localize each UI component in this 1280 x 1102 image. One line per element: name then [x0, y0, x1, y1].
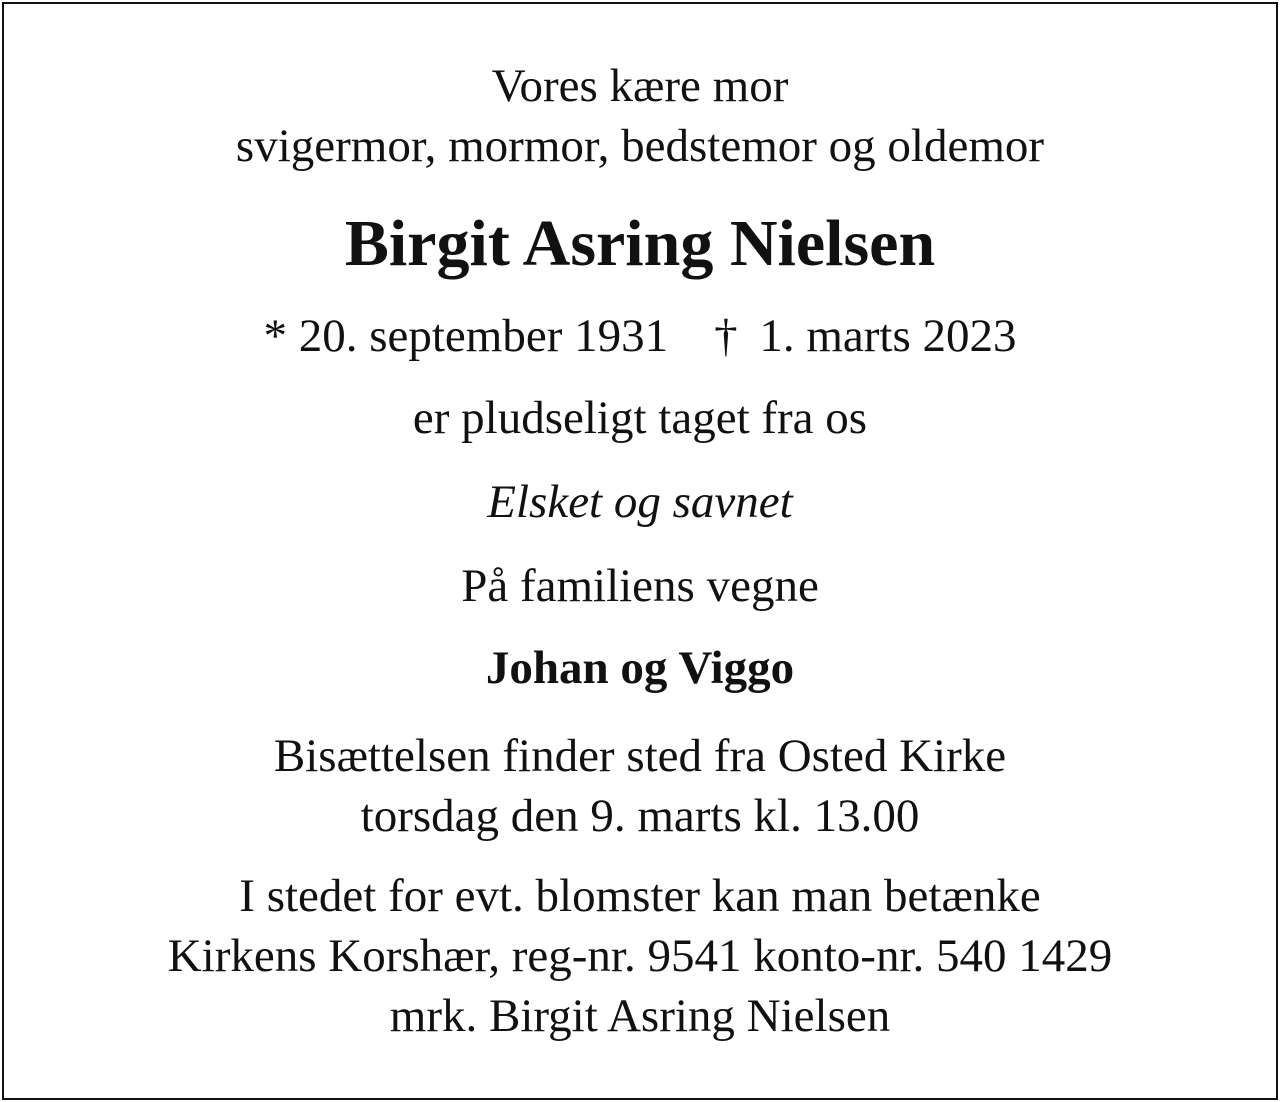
donation-line-2: Kirkens Korshær, reg-nr. 9541 konto-nr. 540 1429 [167, 930, 1113, 982]
donation-info [0, 866, 1280, 1046]
ceremony-line-2: torsdag den 9. marts kl. 13.00 [360, 790, 920, 842]
deceased-name: Birgit Asring Nielsen [344, 207, 936, 280]
ceremony-line-1: Bisættelsen finder sted fra Osted Kirke [273, 730, 1007, 782]
intro-line-2: svigermor, mormor, bedstemor og oldemor [235, 120, 1045, 172]
life-dates [0, 306, 1280, 366]
death-date: 1. marts 2023 [759, 310, 1017, 362]
donation-line-3: mrk. Birgit Asring Nielsen [389, 990, 891, 1042]
birth-symbol: * [263, 310, 287, 362]
intro-line-1: Vores kære mor [491, 60, 789, 112]
birth-date: 20. september 1931 [298, 310, 669, 362]
donation-line-1: I stedet for evt. blomster kan man betænke [239, 870, 1041, 922]
ceremony-info [0, 726, 1280, 846]
death-symbol: † [714, 310, 738, 362]
intro-text [0, 56, 1280, 176]
behalf-line: På familiens vegne [461, 560, 819, 612]
loved-line: Elsket og savnet [487, 476, 793, 528]
taken-line: er pludseligt taget fra os [412, 392, 868, 444]
signers-names: Johan og Viggo [485, 642, 795, 694]
